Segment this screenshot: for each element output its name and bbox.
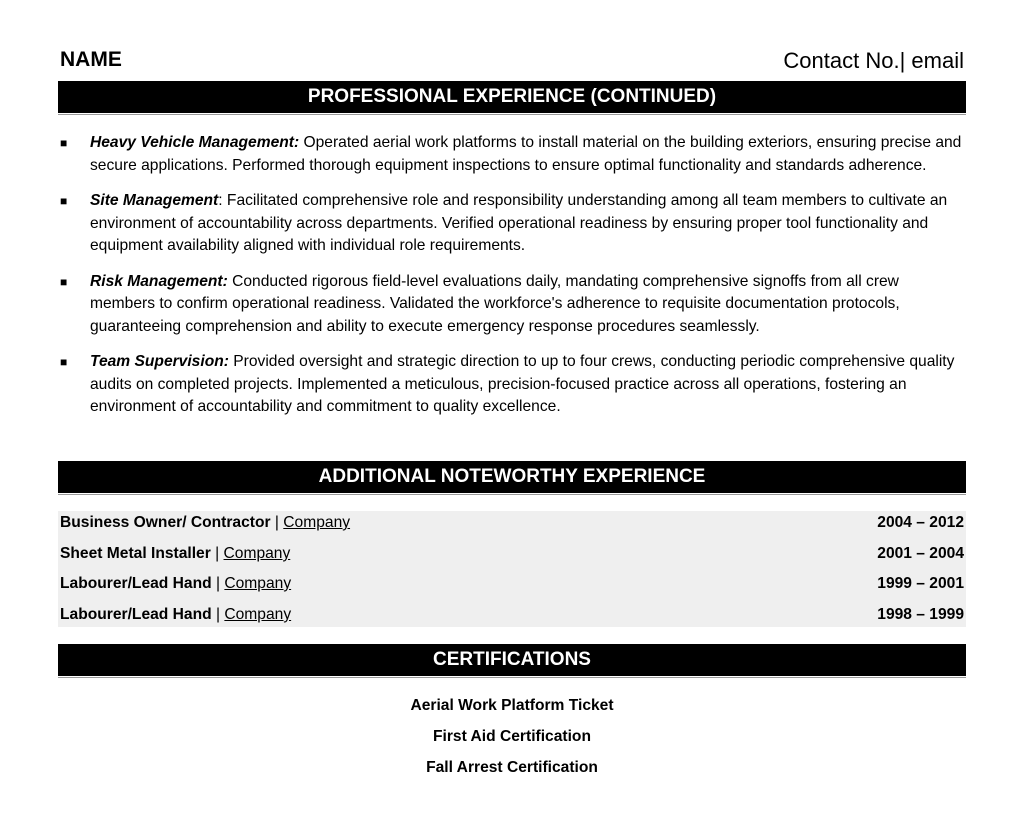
- experience-role: Sheet Metal Installer | Company: [60, 545, 291, 562]
- square-bullet-icon: ■: [60, 274, 68, 289]
- company-link[interactable]: Company: [224, 606, 292, 623]
- company-link[interactable]: Company: [224, 575, 292, 592]
- company-link[interactable]: Company: [283, 514, 351, 531]
- experience-dates: 2001 – 2004: [877, 545, 964, 562]
- section-divider: [58, 677, 966, 678]
- bullet-item: [58, 132, 964, 177]
- bullet-title: Risk Management:: [90, 272, 228, 290]
- section-divider: [58, 114, 966, 115]
- bullet-item: [58, 190, 964, 258]
- experience-row: [58, 508, 966, 538]
- certification-item: Aerial Work Platform Ticket: [410, 697, 614, 714]
- contact-info: Contact No.| email: [783, 48, 964, 73]
- experience-dates: 2004 – 2012: [877, 514, 964, 531]
- resume-header: [60, 48, 964, 78]
- experience-bullet-list: [58, 132, 964, 432]
- certification-item: First Aid Certification: [433, 728, 591, 745]
- section-header-certifications: CERTIFICATIONS: [58, 644, 966, 676]
- square-bullet-icon: ■: [60, 355, 68, 369]
- section-header-professional-experience: PROFESSIONAL EXPERIENCE (CONTINUED): [58, 81, 966, 113]
- bullet-text: Conducted rigorous field-level evaluations daily, mandating comprehensive signoffs from all crew members to confirm operational readiness. Validated the workforce's adherence to requisite documentation protocols, guaranteeing comprehension and ability to execute emergency response procedures seamlessly.: [90, 272, 900, 335]
- additional-experience-table: [58, 511, 966, 627]
- bullet-title: Site Management: [90, 192, 219, 209]
- section-divider: [58, 494, 966, 495]
- certifications-list: [58, 694, 966, 787]
- bullet-title: Heavy Vehicle Management:: [90, 134, 300, 151]
- experience-role: Business Owner/ Contractor | Company: [60, 514, 351, 531]
- experience-role: Labourer/Lead Hand | Company: [60, 575, 292, 592]
- experience-row: [58, 569, 966, 599]
- company-link[interactable]: Company: [223, 545, 291, 562]
- certification-item: Fall Arrest Certification: [426, 759, 598, 776]
- candidate-name: NAME: [60, 48, 122, 71]
- bullet-text: : Facilitated comprehensive role and responsibility understanding among all team members to cultivate an environment of accountability across departments. Verified operational readiness by ensuring proper tool functionality and equipment availability aligned with individual role requirements.: [90, 192, 948, 254]
- bullet-item: [58, 351, 964, 419]
- experience-row: [58, 539, 966, 569]
- square-bullet-icon: ■: [60, 136, 68, 150]
- bullet-text: Operated aerial work platforms to install material on the building exteriors, ensuring precise and secure applications. Performed thorough equipment inspections to ensure optimal functionality and standards adherence.: [90, 134, 962, 174]
- square-bullet-icon: ■: [60, 194, 68, 208]
- experience-dates: 1999 – 2001: [877, 575, 964, 592]
- experience-dates: 1998 – 1999: [877, 606, 964, 623]
- experience-role: Labourer/Lead Hand | Company: [60, 606, 292, 623]
- bullet-text: Provided oversight and strategic direction to up to four crews, conducting periodic comprehensive quality audits on completed projects. Implemented a meticulous, precision-focused practice across all operations, fostering an environment of accountability and commitment to quality excellence.: [90, 353, 955, 415]
- experience-row: [58, 600, 966, 630]
- bullet-title: Team Supervision:: [90, 353, 229, 370]
- section-header-additional-experience: ADDITIONAL NOTEWORTHY EXPERIENCE: [58, 461, 966, 493]
- bullet-item: [58, 271, 964, 339]
